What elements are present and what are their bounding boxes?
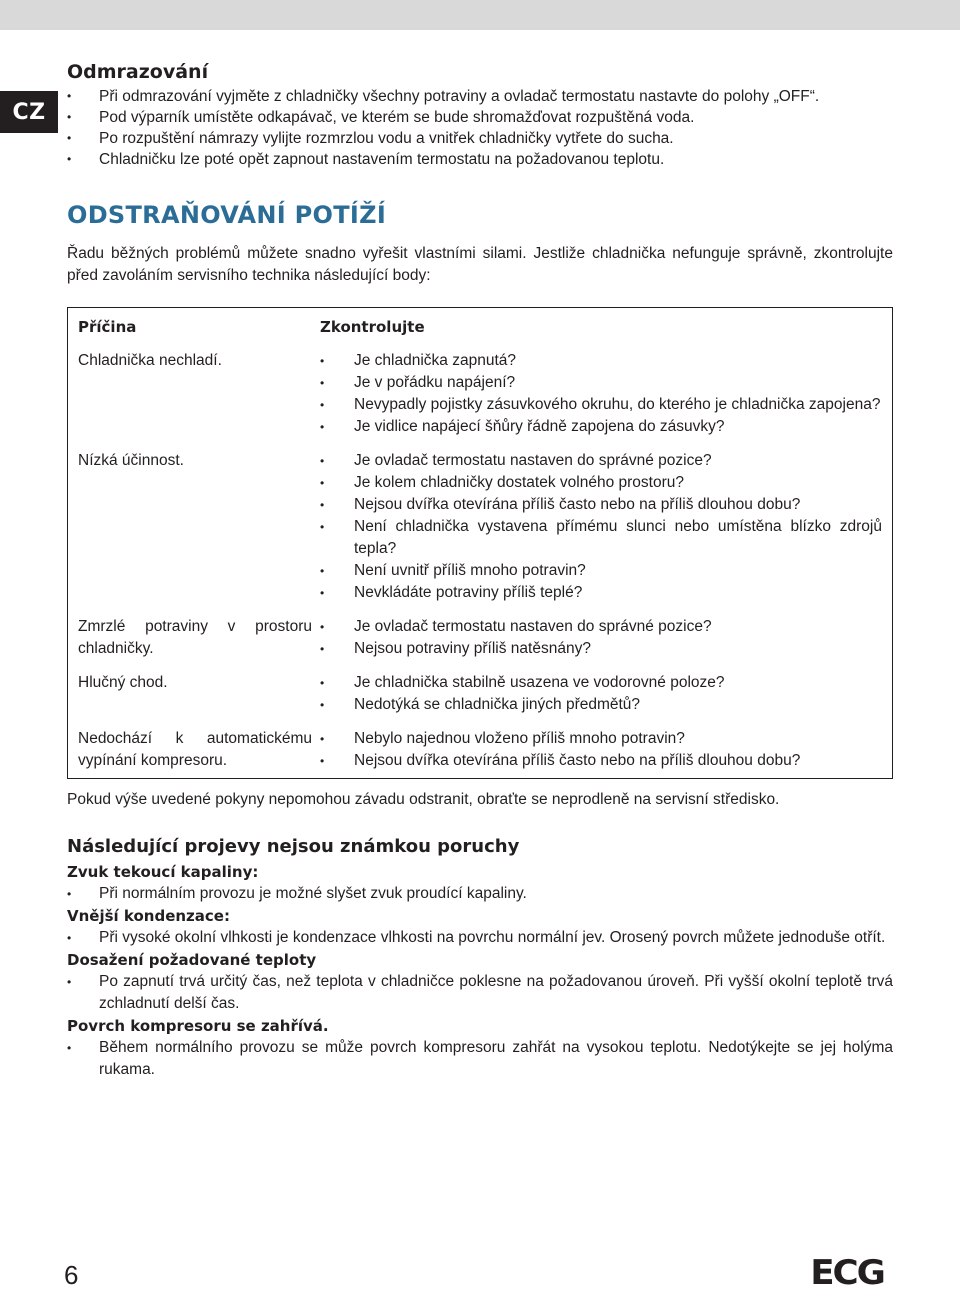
defrost-heading: Odmrazování [67, 61, 209, 83]
table-header-row [68, 308, 893, 343]
cause-cell: Hlučný chod. [78, 674, 168, 691]
check-item: • Nejsou dvířka otevírána příliš často nebo na příliš dlouhou dobu? [320, 750, 882, 772]
check-item: • Nejsou dvířka otevírána příliš často nebo na příliš dlouhou dobu? [320, 494, 882, 516]
list-item: • Pod výparník umístěte odkapávač, ve kterém se bude shromažďovat rozpuštěná voda. [67, 107, 893, 128]
table-row [68, 616, 893, 672]
cause-cell: Nedochází k automatickému vypínání kompresoru. [78, 730, 312, 769]
troubleshooting-heading: ODSTRAŇOVÁNÍ POTÍŽÍ [67, 201, 387, 229]
check-item: • Nevypadly pojistky zásuvkového okruhu, do kterého je chladnička zapojena? [320, 394, 882, 416]
check-item: • Není chladnička vystavena přímému slunci nebo umístěna blízko zdrojů tepla? [320, 516, 882, 560]
check-item: • Je ovladač termostatu nastaven do správné pozice? [320, 450, 882, 472]
symptom-title: Vnější kondenzace: [67, 907, 230, 925]
symptom-title: Povrch kompresoru se zahřívá. [67, 1017, 329, 1035]
troubleshooting-table [67, 307, 893, 779]
defrost-list [67, 86, 893, 170]
brand-logo: ECG [810, 1253, 884, 1293]
check-item: • Je vidlice napájecí šňůry řádně zapojena do zásuvky? [320, 416, 882, 438]
check-cell [320, 672, 893, 728]
symptoms-heading: Následující projevy nejsou známkou poruchy [67, 836, 520, 857]
cause-cell: Nízká účinnost. [78, 452, 184, 469]
check-item: • Je kolem chladničky dostatek volného prostoru? [320, 472, 882, 494]
service-note: Pokud výše uvedené pokyny nepomohou závadu odstranit, obraťte se neprodleně na servisní středisko. [67, 791, 780, 808]
symptom-list [67, 1037, 893, 1081]
table-row [68, 450, 893, 616]
check-item: • Nebylo najednou vloženo příliš mnoho potravin? [320, 728, 882, 750]
symptom-list [67, 971, 893, 1015]
check-column-header: Zkontrolujte [320, 318, 425, 336]
list-item: • Při odmrazování vyjměte z chladničky všechny potraviny a ovladač termostatu nastavte do polohy „OFF“. [67, 86, 893, 107]
list-item: • Chladničku lze poté opět zapnout nastavením termostatu na požadovanou teplotu. [67, 149, 893, 170]
check-cell [320, 616, 893, 672]
check-cell [320, 450, 893, 616]
list-item: • Při normálním provozu je možné slyšet zvuk proudící kapaliny. [67, 883, 893, 905]
check-item: • Nevkládáte potraviny příliš teplé? [320, 582, 882, 604]
check-item: • Je chladnička zapnutá? [320, 350, 882, 372]
cause-column-header: Příčina [78, 318, 137, 336]
check-cell [320, 728, 893, 779]
page-content [67, 58, 893, 1081]
symptom-title: Dosažení požadované teploty [67, 951, 317, 969]
check-item: • Nejsou potraviny příliš natěsnány? [320, 638, 882, 660]
symptom-list [67, 883, 893, 905]
table-row [68, 728, 893, 779]
page-number: 6 [64, 1260, 79, 1290]
list-item: • Při vysoké okolní vlhkosti je kondenzace vlhkosti na povrchu normální jev. Orosený povrch můžete jednoduše otřít. [67, 927, 893, 949]
check-item: • Je chladnička stabilně usazena ve vodorovné poloze? [320, 672, 882, 694]
table-row [68, 672, 893, 728]
cause-cell: Chladnička nechladí. [78, 352, 222, 369]
check-item: • Není uvnitř příliš mnoho potravin? [320, 560, 882, 582]
top-bar [0, 0, 960, 30]
table-row [68, 342, 893, 450]
check-item: • Nedotýká se chladnička jiných předmětů? [320, 694, 882, 716]
troubleshooting-intro: Řadu běžných problémů můžete snadno vyřešit vlastními silami. Jestliže chladnička nefunguje správně, zkontrolujte před zavoláním servisního technika následující body: [67, 245, 893, 284]
symptom-title: Zvuk tekoucí kapaliny: [67, 863, 259, 881]
check-item: • Je v pořádku napájení? [320, 372, 882, 394]
check-cell [320, 342, 893, 450]
symptom-list [67, 927, 893, 949]
list-item: • Po zapnutí trvá určitý čas, než teplota v chladničce poklesne na požadovanou úroveň. Při vyšší okolní teplotě trvá zchladnutí delší čas. [67, 971, 893, 1015]
list-item: • Během normálního provozu se může povrch kompresoru zahřát na vysokou teplotu. Nedotýkejte se jej holýma rukama. [67, 1037, 893, 1081]
language-tab: CZ [0, 91, 58, 133]
cause-cell: Zmrzlé potraviny v prostoru chladničky. [78, 618, 312, 657]
list-item: • Po rozpuštění námrazy vylijte rozmrzlou vodu a vnitřek chladničky vytřete do sucha. [67, 128, 893, 149]
check-item: • Je ovladač termostatu nastaven do správné pozice? [320, 616, 882, 638]
